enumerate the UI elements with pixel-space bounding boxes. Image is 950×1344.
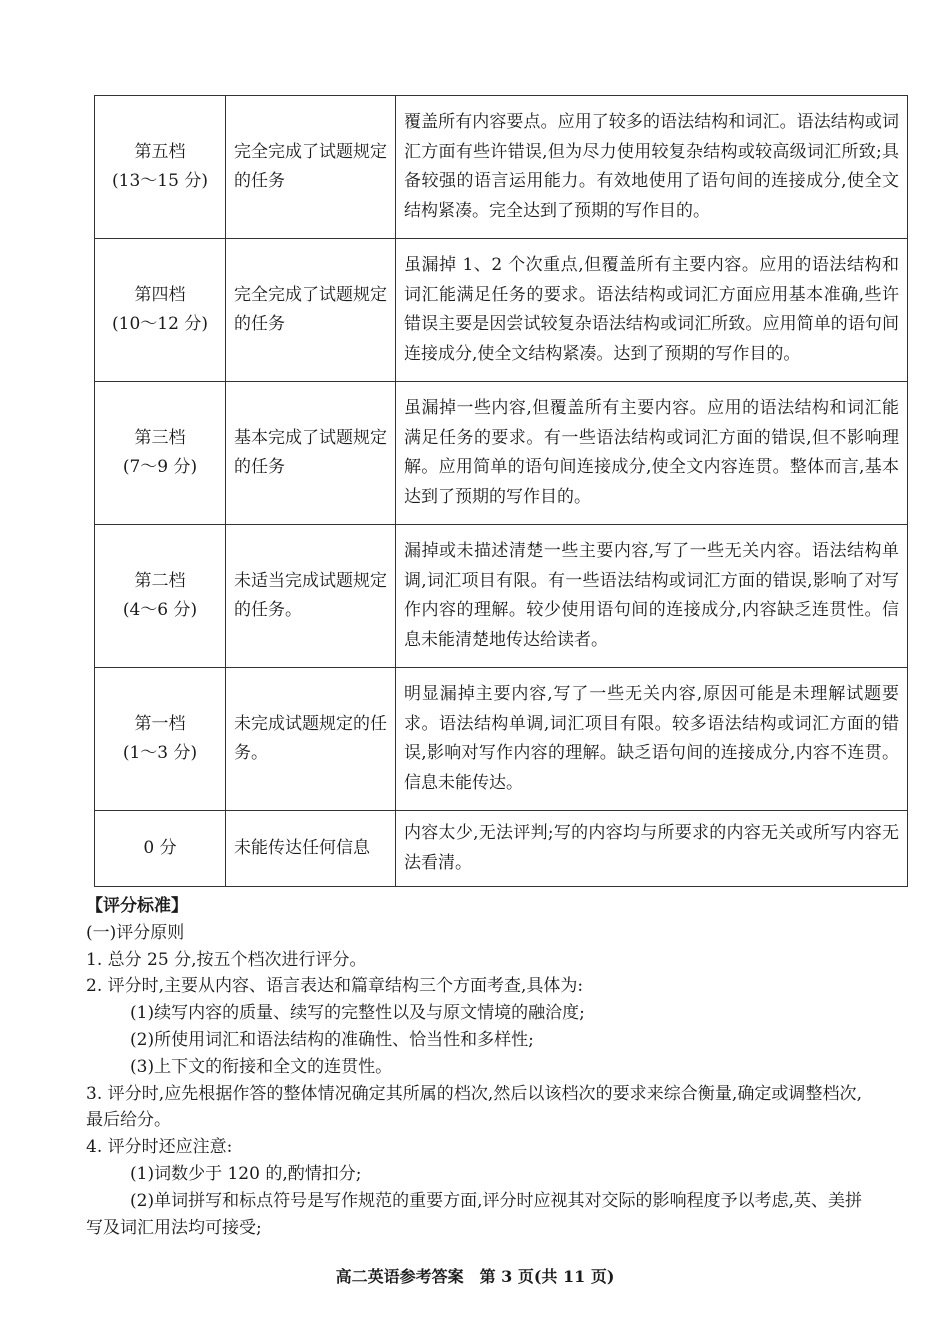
description-cell: 虽漏掉一些内容,但覆盖所有主要内容。应用的语法结构和词汇能满足任务的要求。有一些语法结构或词汇方面的错误,但不影响理解。应用简单的语句间连接成分,使全文内容连贯。整体而言,基本达到了预期的写作目的。 [396, 382, 908, 525]
description-cell: 覆盖所有内容要点。应用了较多的语法结构和词汇。语法结构或词汇方面有些许错误,但为尽力使用较复杂结构或较高级词汇所致;具备较强的语言运用能力。有效地使用了语句间的连接成分,使全文结构紧凑。完全达到了预期的写作目的。 [396, 96, 908, 239]
task-cell: 未适当完成试题规定的任务。 [226, 525, 396, 668]
description-cell: 内容太少,无法评判;写的内容均与所要求的内容无关或所写内容无法看清。 [396, 811, 908, 887]
rule-subitem: (2)所使用词汇和语法结构的准确性、恰当性和多样性; [130, 1029, 534, 1050]
grade-cell [95, 668, 226, 811]
rule-item: 4. 评分时还应注意: [86, 1137, 233, 1158]
page-footer: 高二英语参考答案 第 3 页(共 11 页) [335, 1267, 615, 1286]
rule-subitem: (1)续写内容的质量、续写的完整性以及与原文情境的融洽度; [130, 1003, 585, 1024]
rule-item: 2. 评分时,主要从内容、语言表达和篇章结构三个方面考查,具体为: [86, 976, 584, 997]
description-cell: 明显漏掉主要内容,写了一些无关内容,原因可能是未理解试题要求。语法结构单调,词汇项目有限。较多语法结构或词汇方面的错误,影响对写作内容的理解。缺乏语句间的连接成分,内容不连贯。信息未能传达。 [396, 668, 908, 811]
rule-item: 1. 总分 25 分,按五个档次进行评分。 [86, 949, 367, 970]
table-row [95, 239, 908, 382]
table-row [95, 382, 908, 525]
grade-range: (13～15 分) [112, 171, 208, 191]
grade-range: (4～6 分) [122, 600, 198, 620]
grade-cell [95, 525, 226, 668]
grade-label: 0 分 [143, 837, 177, 858]
table-row [95, 811, 908, 887]
grade-cell [95, 811, 226, 887]
grade-cell [95, 239, 226, 382]
grading-table [94, 95, 908, 887]
table-row [95, 668, 908, 811]
rule-subitem: (3)上下文的衔接和全文的连贯性。 [130, 1056, 393, 1077]
rules-heading: 【评分标准】 [86, 896, 188, 916]
task-cell: 未完成试题规定的任务。 [226, 668, 396, 811]
scoring-rules [86, 893, 862, 1241]
grade-range: (7～9 分) [122, 457, 198, 477]
task-cell: 基本完成了试题规定的任务 [226, 382, 396, 525]
task-cell: 完全完成了试题规定的任务 [226, 239, 396, 382]
description-cell: 漏掉或未描述清楚一些主要内容,写了一些无关内容。语法结构单调,词汇项目有限。有一些语法结构或词汇方面的错误,影响了对写作内容的理解。较少使用语句间的连接成分,内容缺乏连贯性。信息未能清楚地传达给读者。 [396, 525, 908, 668]
grade-cell [95, 96, 226, 239]
grade-label: 第二档 [134, 570, 186, 591]
rule-subitem: (2)单词拼写和标点符号是写作规范的重要方面,评分时应视其对交际的影响程度予以考虑,英、美拼写及词汇用法均可接受; [86, 1190, 862, 1238]
description-cell: 虽漏掉 1、2 个次重点,但覆盖所有主要内容。应用的语法结构和词汇能满足任务的要求。语法结构或词汇方面应用基本准确,些许错误主要是因尝试较复杂语法结构或词汇所致。应用简单的语句间连接成分,使全文结构紧凑。达到了预期的写作目的。 [396, 239, 908, 382]
grade-range: (1～3 分) [122, 743, 198, 763]
table-row [95, 96, 908, 239]
task-cell: 完全完成了试题规定的任务 [226, 96, 396, 239]
rule-item: 3. 评分时,应先根据作答的整体情况确定其所属的档次,然后以该档次的要求来综合衡量,确定或调整档次,最后给分。 [86, 1083, 862, 1131]
grade-label: 第三档 [134, 427, 186, 448]
rule-subitem: (1)词数少于 120 的,酌情扣分; [130, 1163, 362, 1184]
grade-label: 第四档 [134, 284, 186, 305]
grade-cell [95, 382, 226, 525]
grade-label: 第一档 [134, 713, 186, 734]
grade-label: 第五档 [134, 141, 186, 162]
grade-range: (10～12 分) [112, 314, 208, 334]
table-row [95, 525, 908, 668]
rules-section-title: (一)评分原则 [86, 922, 185, 943]
task-cell: 未能传达任何信息 [226, 811, 396, 887]
